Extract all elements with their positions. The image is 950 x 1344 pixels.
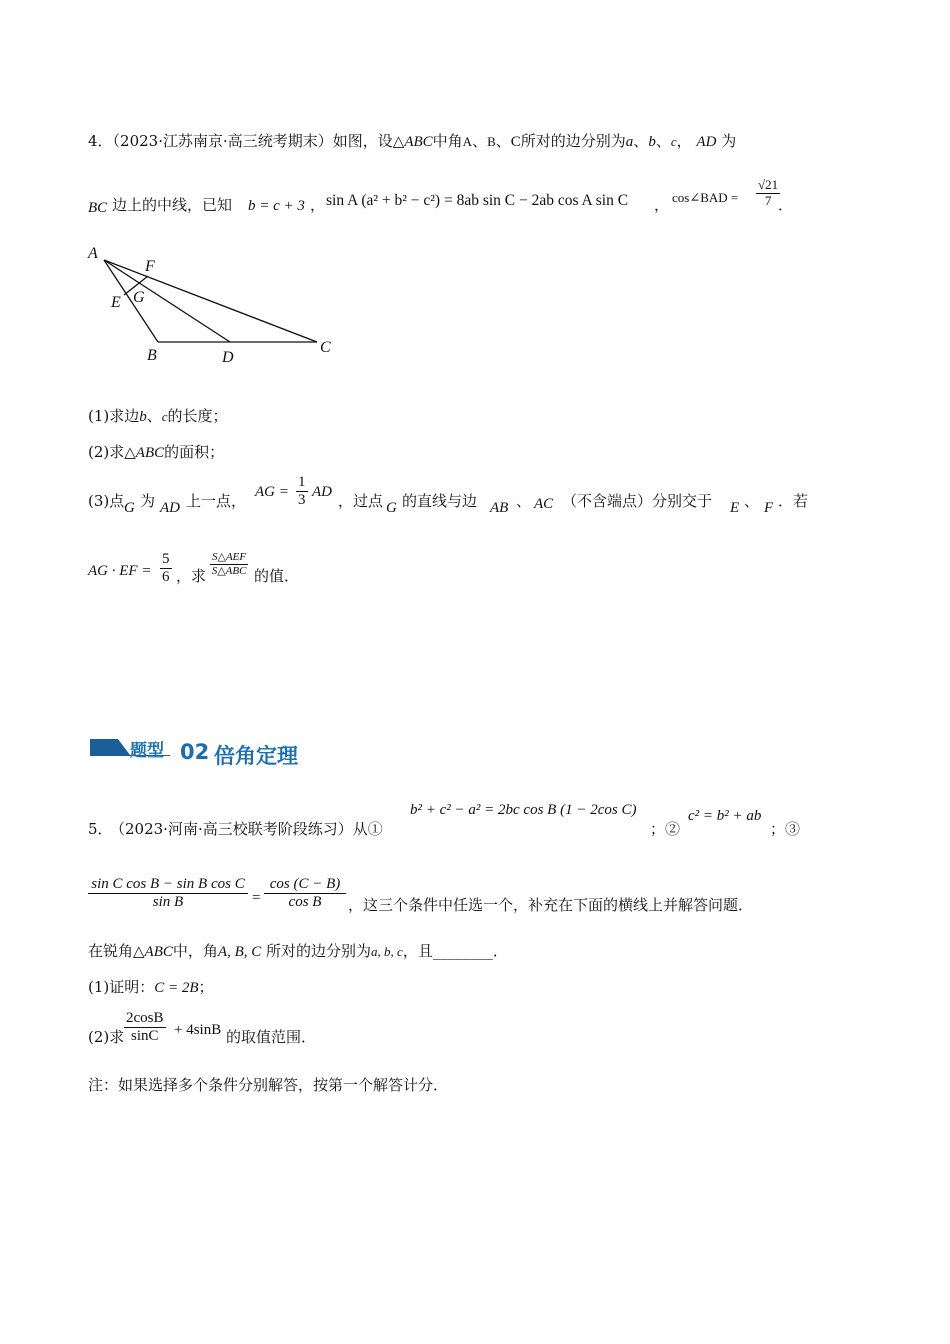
condition-b-eq-c-plus-3: b = c + 3 — [248, 198, 305, 214]
segment-ad: AD — [160, 500, 180, 516]
section-title: 倍角定理 — [214, 744, 298, 768]
text: ； — [198, 978, 214, 996]
problem5-q2 — [88, 1008, 488, 1056]
label-g: G — [133, 289, 145, 306]
problem5-q1 — [88, 976, 214, 997]
point-g: G — [124, 500, 135, 516]
text: (1)求边 — [88, 407, 140, 425]
text: 为 — [140, 492, 156, 510]
angle-a: A — [462, 134, 473, 149]
fraction-area-ratio — [210, 551, 248, 577]
equals-sign: = — [252, 890, 261, 906]
text: ，这三个条件中任选一个，补充在下面的横线上并解答问题． — [348, 896, 754, 914]
numerator: 2cosB — [124, 1010, 166, 1028]
problem5-line1 — [88, 800, 848, 840]
text: ，过点 — [338, 492, 384, 510]
text: 中，角 — [172, 942, 218, 960]
condition-sine-equation: sin A (a² + b² − c²) = 8ab sin C − 2ab cos A sin C — [326, 192, 629, 209]
section-number: 02 — [180, 740, 210, 764]
side-b: b — [139, 409, 147, 425]
text: 所对的边分别为 — [520, 132, 626, 150]
denominator: sinC — [130, 1028, 159, 1045]
numerator: 1 — [296, 474, 308, 492]
denominator: 3 — [298, 492, 306, 509]
problem4-q2 — [88, 441, 224, 462]
numerator: √21 — [758, 177, 779, 192]
condition-1: b² + c² − a² = 2bc cos B (1 − 2cos C) — [410, 802, 637, 818]
problem4-q3-line2 — [88, 545, 488, 595]
text: 的长度； — [167, 407, 228, 425]
problem4-line1 — [88, 130, 736, 151]
side-c: c — [670, 134, 677, 149]
fraction-sqrt21-over-7 — [756, 178, 780, 209]
side-c: c — [161, 409, 168, 424]
text: 上一点， — [186, 492, 247, 510]
text: (3)点 — [88, 492, 125, 510]
label-d: D — [222, 349, 234, 366]
text: 为 — [721, 132, 737, 150]
condition-3-left-fraction — [88, 876, 248, 912]
text: ；③ — [770, 820, 801, 838]
numerator: S△AEF — [212, 551, 247, 563]
problem5-line3 — [88, 940, 508, 961]
dot-product-ag-ef: AG · EF = — [88, 563, 152, 579]
point-e: E — [730, 500, 740, 516]
sep: 、 — [516, 492, 532, 510]
problem5-line2 — [88, 874, 868, 924]
label-c: C — [320, 339, 331, 356]
angle-b: B — [487, 134, 496, 149]
text: 边上的中线，已知 — [112, 196, 233, 214]
condition-cos-bad: cos∠BAD = — [672, 190, 739, 205]
sides-abc: a, b, c — [371, 944, 403, 959]
text: ．若 — [778, 492, 809, 510]
period: ． — [778, 196, 794, 214]
problem5-note — [88, 1074, 448, 1095]
triangle-abc: △ABC — [392, 134, 433, 150]
sep: 、 — [655, 132, 671, 150]
numerator: sin C cos B − sin B cos C — [88, 876, 248, 894]
text: 所对的边分别为 — [266, 942, 372, 960]
text: (2)求 — [88, 443, 125, 461]
text: 的面积； — [164, 443, 225, 461]
sep: 、 — [633, 132, 649, 150]
text: 在锐角 — [88, 942, 134, 960]
comma: ， — [310, 196, 326, 214]
term-4sinb: + 4sinB — [174, 1022, 222, 1038]
vector-ad: AD — [312, 484, 332, 500]
denominator: cos B — [288, 894, 322, 911]
text: ． — [492, 942, 508, 960]
label-a: A — [88, 245, 98, 262]
point-f: F — [764, 500, 774, 516]
fraction-five-sixths — [160, 551, 172, 587]
sep: 、 — [744, 492, 760, 510]
expression-c-eq-2b: C = 2B — [154, 980, 199, 996]
sep: 、 — [495, 132, 511, 150]
label-b: B — [147, 347, 157, 364]
text: 中角 — [432, 132, 463, 150]
triangle-abc: △ABC — [133, 944, 173, 960]
text: 的直线与边 — [402, 492, 478, 510]
text: 的取值范围． — [226, 1028, 317, 1046]
side-ab: AB — [490, 500, 509, 516]
problem-source: （2023·河南·高三校联考阶段练习）从① — [110, 820, 383, 838]
note-text: 注：如果选择多个条件分别解答，按第一个解答计分． — [88, 1076, 449, 1094]
fraction-one-third — [296, 474, 308, 510]
fraction-2cosb-over-sinc — [124, 1010, 166, 1046]
triangle-figure — [84, 240, 344, 370]
text: ；② — [650, 820, 681, 838]
condition-2: c² = b² + ab — [688, 808, 762, 824]
text: （不含端点）分别交于 — [562, 492, 713, 510]
text: ，求 — [176, 567, 207, 585]
problem-source: （2023·江苏南京·高三统考期末） — [112, 132, 333, 150]
angles-abc: A, B, C — [217, 944, 262, 960]
problem4-q3-line1 — [88, 470, 868, 520]
intro-text: 如图，设 — [332, 132, 393, 150]
denominator: 6 — [162, 569, 170, 586]
problem-number: 4． — [88, 132, 113, 150]
problem-number: 5． — [88, 820, 113, 838]
point-g: G — [386, 500, 397, 516]
vector-ag: AG = — [255, 484, 289, 500]
condition-3-right-fraction — [264, 876, 346, 912]
sep: 、 — [472, 132, 488, 150]
numerator: cos (C − B) — [264, 876, 346, 894]
angle-c: C — [510, 134, 521, 150]
problem4-q1 — [88, 405, 228, 426]
denominator: 7 — [764, 192, 772, 208]
answer-blank: ________ — [432, 942, 493, 960]
label-f: F — [145, 258, 155, 275]
text: ，且 — [402, 942, 433, 960]
numerator: 5 — [160, 551, 172, 569]
triangle-abc: △ABC — [124, 445, 165, 461]
text: 的值． — [254, 567, 300, 585]
side-ac: AC — [534, 496, 554, 512]
label-e: E — [111, 294, 121, 311]
comma: ， — [676, 132, 692, 150]
side-a: a — [625, 134, 634, 150]
median-ad: AD — [696, 134, 717, 150]
comma: ， — [654, 196, 670, 214]
sep: 、 — [146, 407, 162, 425]
section-tag: 题型 — [130, 741, 164, 761]
denominator: S△ABC — [211, 564, 247, 577]
text: (1)证明： — [88, 978, 155, 996]
side-b: b — [648, 134, 656, 150]
denominator: sin B — [152, 894, 184, 911]
text: (2)求 — [88, 1028, 125, 1046]
side-bc: BC — [88, 200, 108, 216]
